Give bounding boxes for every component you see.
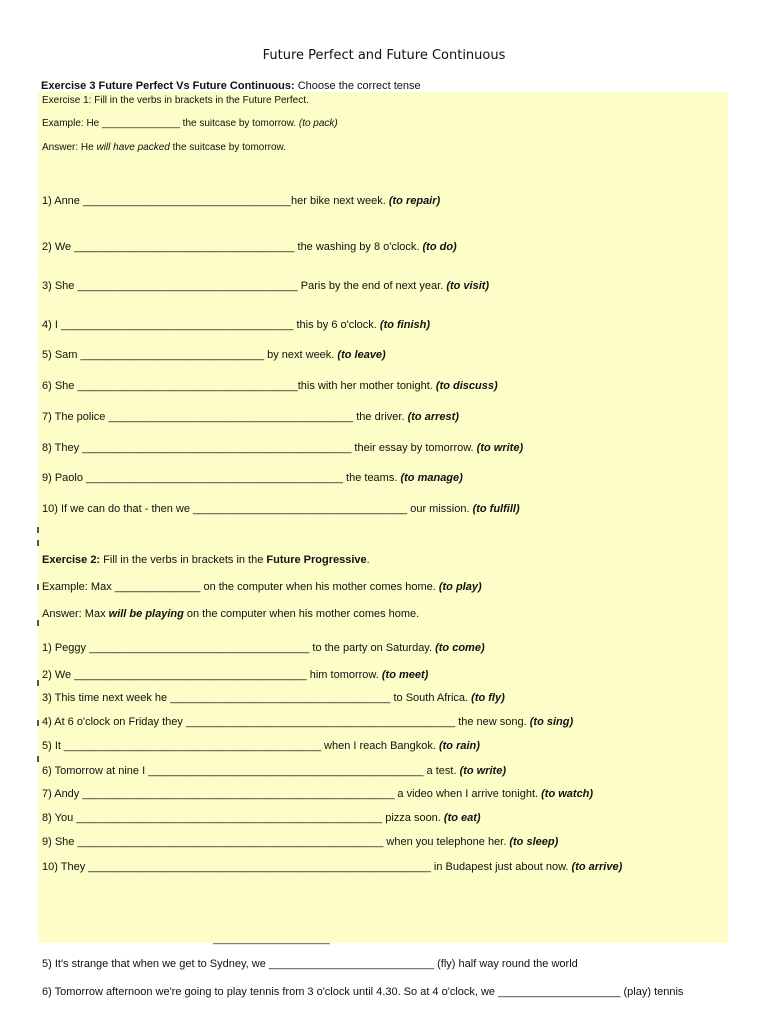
item-number: 7) Andy (42, 788, 83, 800)
ex1-answer-post: the suitcase by tomorrow. (169, 142, 287, 153)
ex2-item (42, 788, 593, 800)
item-number: 2) We (42, 241, 75, 253)
ex1-example-pre: Example: He (42, 118, 103, 129)
ex1-item (42, 442, 523, 454)
margin-mark (37, 756, 39, 762)
item-number: 3) This time next week he (42, 692, 171, 704)
verb-hint: (to meet) (381, 669, 429, 681)
exercise-3-heading-bold: Exercise 3 Future Perfect Vs Future Continuous: (41, 80, 295, 92)
item-text: in Budapest just about now. (430, 861, 572, 873)
verb-hint: (to fly) (471, 692, 505, 704)
verb-hint: (to repair) (388, 195, 441, 207)
margin-mark (37, 584, 39, 590)
ex1-example-blank: ______________ (102, 118, 180, 129)
verb-hint: (to write) (459, 765, 507, 777)
ex1-answer-filled: will have packed (96, 142, 170, 153)
verb-hint: (to rain) (438, 740, 480, 752)
verb-hint: (to visit) (446, 280, 490, 292)
answer-blank[interactable]: _____________________________________________ (148, 765, 424, 777)
ex1-item (42, 380, 498, 392)
verb-hint: (to sleep) (509, 836, 559, 848)
item-number: 10) If we can do that - then we (42, 503, 194, 515)
verb-hint: (to fulfill) (472, 503, 520, 515)
answer-blank[interactable]: ________________________________________ (108, 411, 354, 423)
answer-blank[interactable]: ______________________________ (80, 349, 265, 361)
ex1-item (42, 241, 457, 253)
item-text: a test. (423, 765, 460, 777)
ex3-partial-blank: _____________________ (213, 934, 330, 945)
ex1-item (42, 280, 489, 292)
margin-mark (37, 720, 39, 726)
verb-hint: (to sing) (529, 716, 574, 728)
verb-hint: (to write) (476, 442, 524, 454)
ex2-instruction-post: . (366, 554, 370, 566)
item-number: 5) It (42, 740, 65, 752)
item-number: 8) You (42, 812, 77, 824)
item-number: 9) She (42, 836, 78, 848)
ex3-item: 5) It's strange that when we get to Sydney, we ___________________________ (fly) half way round the world (42, 958, 578, 970)
verb-hint: (to manage) (400, 472, 463, 484)
answer-blank[interactable]: ______________________________________ (60, 319, 294, 331)
verb-hint: (to discuss) (435, 380, 498, 392)
ex2-item (42, 765, 506, 777)
ex3-item: 6) Tomorrow afternoon we're going to play tennis from 3 o'clock until 4.30. So at 4 o'clock, we ____________________ (play) tennis (42, 986, 684, 998)
item-text: by next week. (264, 349, 338, 361)
verb-hint: (to leave) (337, 349, 386, 361)
verb-hint: (to arrest) (407, 411, 459, 423)
item-text: the new song. (455, 716, 530, 728)
verb-hint: (to watch) (541, 788, 594, 800)
answer-blank[interactable]: ______________________________________ (74, 669, 307, 681)
item-text: this with her mother tonight. (297, 380, 436, 392)
item-number: 4) At 6 o'clock on Friday they (42, 716, 186, 728)
answer-blank[interactable]: ____________________________________ (77, 280, 298, 292)
verb-hint: (to eat) (443, 812, 481, 824)
item-number: 9) Paolo (42, 472, 87, 484)
ex2-example (42, 581, 482, 593)
answer-blank[interactable]: ____________________________________________ (185, 716, 456, 728)
ex1-example-post: the suitcase by tomorrow. (179, 118, 299, 129)
item-text: a video when I arrive tonight. (394, 788, 542, 800)
verb-hint: (to finish) (379, 319, 431, 331)
answer-blank[interactable]: ____________________________________ (77, 380, 298, 392)
ex2-item (42, 740, 480, 752)
answer-blank[interactable]: ___________________________________ (193, 503, 408, 515)
ex2-instruction-tense: Future Progressive (266, 554, 367, 566)
ex2-item (42, 812, 481, 824)
ex2-item (42, 836, 558, 848)
ex1-item (42, 349, 386, 361)
item-number: 4) I (42, 319, 61, 331)
ex2-answer-pre: Answer: Max (42, 608, 109, 620)
item-number: 5) Sam (42, 349, 81, 361)
ex1-example (42, 118, 338, 129)
ex2-item (42, 669, 428, 681)
exercise-3-heading (41, 80, 421, 92)
ex1-instruction: Exercise 1: Fill in the verbs in brackets in the Future Perfect. (42, 95, 309, 106)
ex2-item (42, 716, 573, 728)
ex2-answer-filled: will be playing (108, 608, 184, 620)
answer-blank[interactable]: ____________________________________ (74, 241, 295, 253)
item-number: 3) She (42, 280, 78, 292)
answer-blank[interactable]: ____________________________________ (170, 692, 391, 704)
ex2-label: Exercise 2: (42, 554, 101, 566)
item-number: 6) She (42, 380, 78, 392)
item-text: our mission. (407, 503, 473, 515)
ex2-example-blank: ______________ (114, 581, 201, 593)
item-number: 2) We (42, 669, 75, 681)
ex2-example-post: on the computer when his mother comes home. (200, 581, 439, 593)
ex2-instruction-pre: Fill in the verbs in brackets in the (100, 554, 267, 566)
ex1-item (42, 195, 440, 207)
ex2-instruction (42, 554, 370, 566)
ex1-example-hint: (to pack) (298, 118, 338, 129)
item-text: the driver. (353, 411, 408, 423)
ex1-item (42, 319, 430, 331)
answer-blank[interactable]: ____________________________________ (89, 642, 310, 654)
item-number: 8) They (42, 442, 83, 454)
answer-blank[interactable]: __________________________________________ (64, 740, 321, 752)
answer-blank[interactable]: __________________________________________ (86, 472, 343, 484)
ex1-answer-pre: Answer: He (42, 142, 97, 153)
ex1-item (42, 503, 520, 515)
ex1-item (42, 472, 463, 484)
item-text: the washing by 8 o'clock. (294, 241, 423, 253)
item-text: him tomorrow. (306, 669, 382, 681)
page-title: Future Perfect and Future Continuous (262, 48, 506, 63)
verb-hint: (to come) (435, 642, 485, 654)
item-text: their essay by tomorrow. (351, 442, 477, 454)
exercise-3-heading-rest: Choose the correct tense (294, 80, 421, 92)
item-text: to South Africa. (390, 692, 472, 704)
ex2-example-pre: Example: Max (42, 581, 115, 593)
ex2-answer (42, 608, 419, 620)
item-text: the teams. (342, 472, 401, 484)
item-text: Paris by the end of next year. (297, 280, 447, 292)
item-text: to the party on Saturday. (309, 642, 436, 654)
margin-mark (37, 620, 39, 626)
ex1-answer (42, 142, 286, 153)
answer-blank[interactable]: ___________________________________________________ (82, 788, 395, 800)
ex2-item (42, 642, 485, 654)
item-number: 1) Anne (42, 195, 83, 207)
item-number: 7) The police (42, 411, 109, 423)
answer-blank[interactable]: ____________________________________________ (82, 442, 352, 454)
margin-mark (37, 680, 39, 686)
item-number: 1) Peggy (42, 642, 90, 654)
verb-hint: (to arrive) (571, 861, 623, 873)
answer-blank[interactable]: ________________________________________________________ (88, 861, 431, 873)
item-number: 10) They (42, 861, 89, 873)
answer-blank[interactable]: __________________________________________________ (76, 812, 383, 824)
answer-blank[interactable]: __________________________________________________ (77, 836, 384, 848)
margin-mark (37, 540, 39, 546)
verb-hint: (to do) (422, 241, 457, 253)
ex2-item (42, 692, 505, 704)
ex2-answer-post: on the computer when his mother comes home. (183, 608, 420, 620)
ex1-item (42, 411, 459, 423)
ex2-example-hint: (to play) (438, 581, 482, 593)
item-text: her bike next week. (291, 195, 389, 207)
item-number: 6) Tomorrow at nine I (42, 765, 149, 777)
item-text: when you telephone her. (383, 836, 510, 848)
margin-mark (37, 527, 39, 533)
ex2-item (42, 861, 622, 873)
item-text: pizza soon. (382, 812, 444, 824)
item-text: this by 6 o'clock. (293, 319, 380, 331)
item-text: when I reach Bangkok. (320, 740, 439, 752)
answer-blank[interactable]: __________________________________ (82, 195, 291, 207)
